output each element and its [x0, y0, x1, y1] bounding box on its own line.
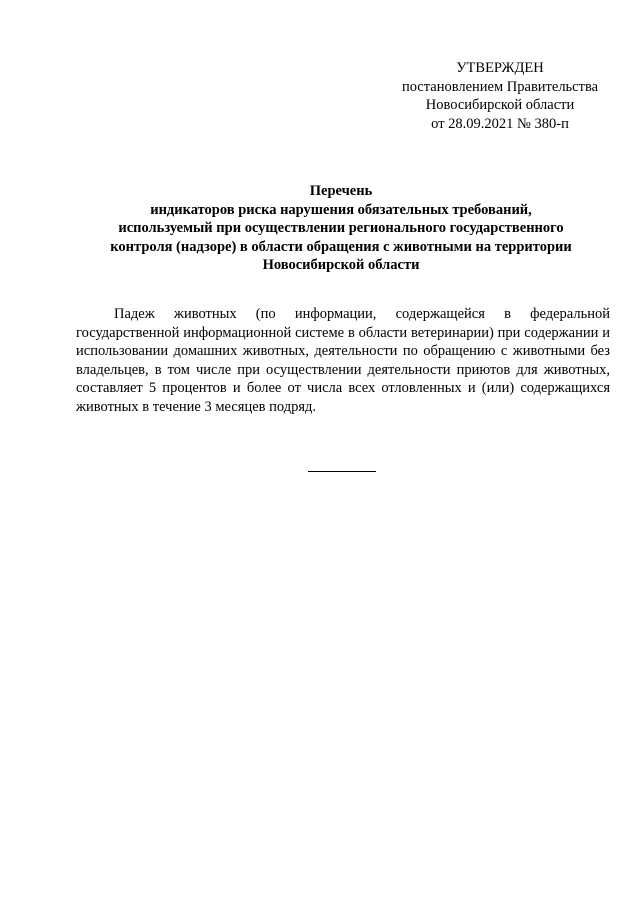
title-line-2: индикаторов риска нарушения обязательных требований, — [150, 201, 532, 218]
end-separator-line — [308, 471, 376, 472]
risk-indicator-paragraph: Падеж животных (по информации, содержащейся в федеральной государственной информационной системе в области ветеринарии) при содержании и использовании домашних животных, деятельности по обращению с животными без владельцев, в том числе при осуществлении деятельности приютов для животных, составляет 5 процентов и более от числа всех отловленных и (или) содержащихся животных в течение 3 месяцев подряд. — [76, 306, 610, 415]
title-line-4: контроля (надзоре) в области обращения с животными на территории — [110, 238, 572, 255]
approval-heading: УТВЕРЖДЕН — [456, 60, 544, 76]
document-title — [70, 182, 612, 275]
title-line-3: используемый при осуществлении регионального государственного — [118, 220, 564, 236]
title-line-1: Перечень — [309, 183, 373, 199]
approval-stamp — [380, 59, 620, 133]
approval-date-number: от 28.09.2021 № 380-п — [431, 115, 569, 132]
approval-resolution: постановлением Правительства — [401, 78, 599, 95]
approval-region: Новосибирской области — [425, 97, 575, 113]
title-line-5: Новосибирской области — [262, 257, 420, 273]
